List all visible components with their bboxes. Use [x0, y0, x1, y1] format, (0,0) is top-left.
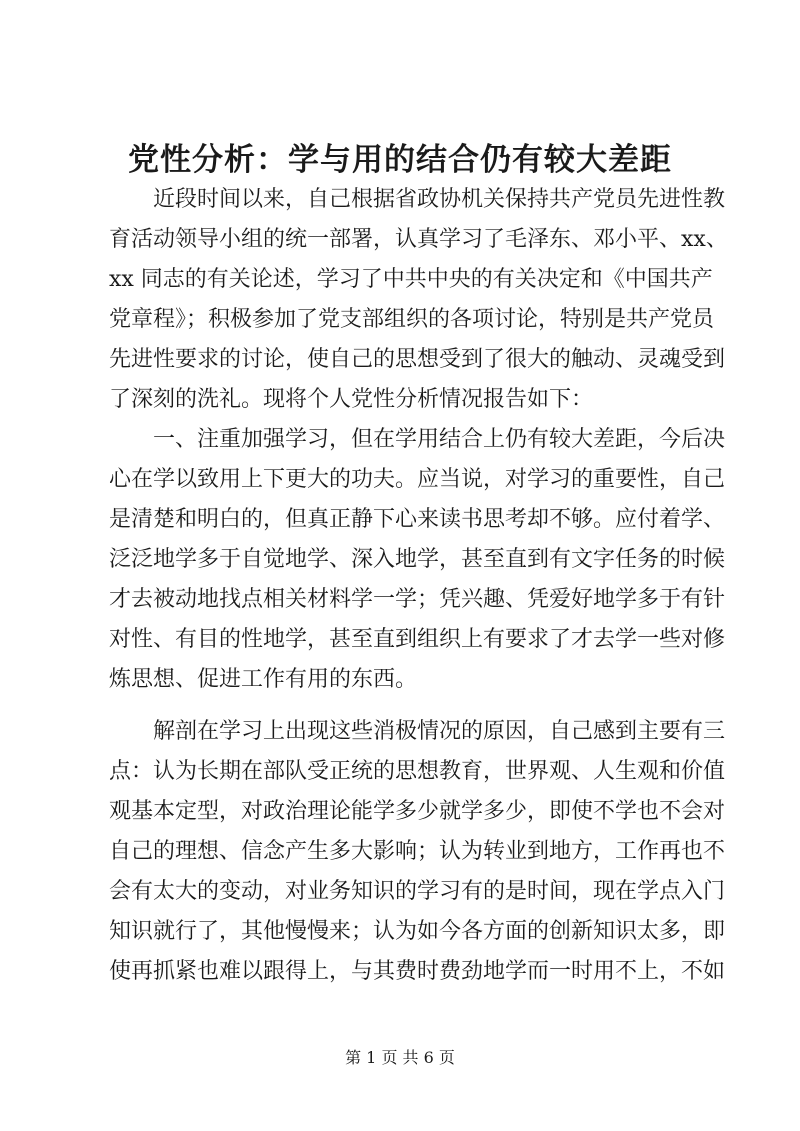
paragraph-line: 是清楚和明白的，但真正静下心来读书思考却不够。应付着学、: [109, 507, 726, 532]
page-title: 党性分析：学与用的结合仍有较大差距: [128, 142, 672, 178]
paragraph-line: 使再抓紧也难以跟得上，与其费时费劲地学而一时用不上，不如: [109, 959, 726, 984]
paragraph-line: 心在学以致用上下更大的功夫。应当说，对学习的重要性，自己: [109, 467, 726, 492]
paragraph-line: 观基本定型，对政治理论能学多少就学多少，即使不学也不会对: [109, 799, 726, 824]
paragraph-line: 了深刻的洗礼。现将个人党性分析情况报告如下：: [109, 387, 594, 412]
paragraph-line: 党章程》；积极参加了党支部组织的各项讨论，特别是共产党员: [109, 307, 715, 332]
paragraph-line: 知识就行了，其他慢慢来；认为如今各方面的创新知识太多，即: [109, 919, 726, 944]
paragraph-2: [109, 420, 726, 700]
body-text: [109, 180, 728, 992]
paragraph-line: 对性、有目的性地学，甚至直到组织上有要求了才去学一些对修: [109, 627, 726, 652]
paragraph-line: 育活动领导小组的统一部署，认真学习了毛泽东、邓小平、xx、: [109, 227, 728, 252]
paragraph-line: 炼思想、促进工作有用的东西。: [109, 667, 418, 692]
paragraph-line: 近段时间以来，自己根据省政协机关保持共产党员先进性教: [153, 187, 726, 212]
paragraph-line: 一、注重加强学习，但在学用结合上仍有较大差距，今后决: [153, 427, 726, 452]
paragraph-line: 泛泛地学多于自觉地学、深入地学，甚至直到有文字任务的时候: [109, 547, 726, 572]
paragraph-line: 才去被动地找点相关材料学一学；凭兴趣、凭爱好地学多于有针: [109, 587, 726, 612]
paragraph-3: [109, 712, 726, 992]
paragraph-line: 点：认为长期在部队受正统的思想教育，世界观、人生观和价值: [109, 759, 726, 784]
paragraph-1: [109, 180, 728, 420]
paragraph-line: xx 同志的有关论述，学习了中共中央的有关决定和《中国共产: [109, 267, 713, 292]
paragraph-line: 会有太大的变动，对业务知识的学习有的是时间，现在学点入门: [109, 879, 726, 904]
paragraph-gap: [109, 700, 709, 712]
page-footer: 第 1 页 共 6 页: [345, 1048, 455, 1067]
paragraph-line: 先进性要求的讨论，使自己的思想受到了很大的触动、灵魂受到: [109, 347, 726, 372]
paragraph-line: 自己的理想、信念产生多大影响；认为转业到地方，工作再也不: [109, 839, 726, 864]
paragraph-line: 解剖在学习上出现这些消极情况的原因，自己感到主要有三: [153, 719, 726, 744]
